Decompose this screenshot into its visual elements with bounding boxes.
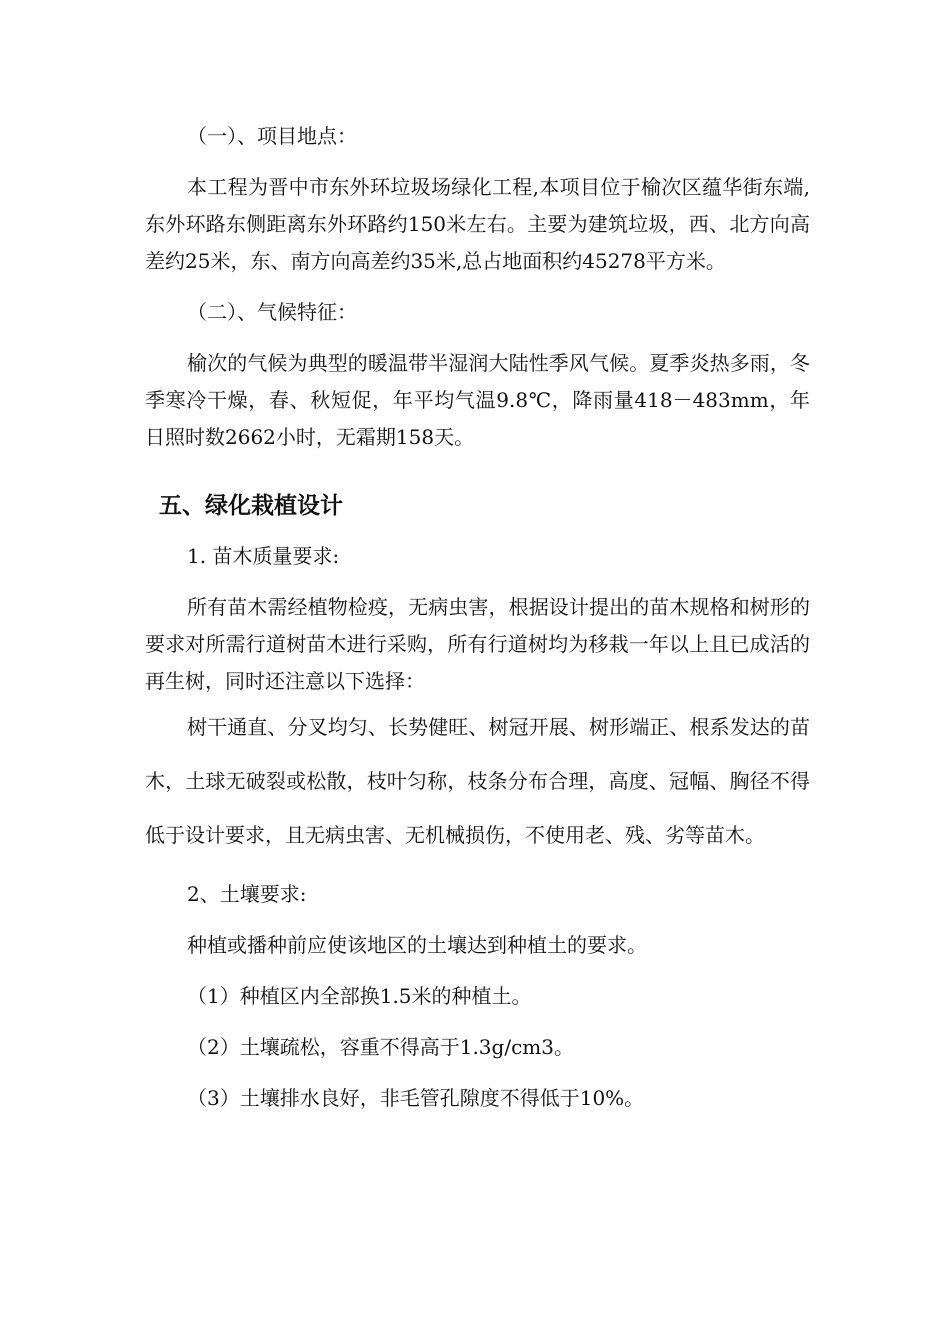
seedling-heading: 1. 苗木质量要求: [187, 544, 340, 568]
location-paragraph: 本工程为晋中市东外环垃圾场绿化工程,本项目位于榆次区蕴华街东端,东外环路东侧距离东外环路约150米左右。主要为建筑垃圾，西、北方向高差约25米，东、南方向高差约35米,总占地面积约45278平方米。 [145, 175, 810, 273]
soil-item-1: （1）种植区内全部换1.5米的种植土。 [187, 984, 532, 1008]
seedling-criteria: 树干通直、分叉均匀、长势健旺、树冠开展、树形端正、根系发达的苗木，土球无破裂或松散，枝叶匀称，枝条分布合理，高度、冠幅、胸径不得低于设计要求，且无病虫害、无机械损伤，不使用老、残、劣等苗木。 [145, 715, 810, 847]
chapter-title: 五、绿化栽植设计 [159, 493, 343, 519]
soil-intro: 种植或播种前应使该地区的土壤达到种植土的要求。 [187, 933, 647, 957]
soil-item-3: （3）土壤排水良好，非毛管孔隙度不得低于10%。 [187, 1086, 645, 1110]
document-body [145, 118, 810, 1117]
location-heading: （一）、项目地点： [187, 124, 357, 148]
soil-heading: 2、土壤要求: [187, 882, 307, 906]
seedling-paragraph: 所有苗木需经植物检疫，无病虫害，根据设计提出的苗木规格和树形的要求对所需行道树苗木进行采购，所有行道树均为移栽一年以上且已成活的再生树，同时还注意以下选择： [145, 595, 810, 693]
soil-item-2: （2）土壤疏松，容重不得高于1.3g/cm3。 [187, 1035, 574, 1059]
climate-heading: （二）、气候特征： [187, 300, 357, 324]
climate-paragraph: 榆次的气候为典型的暖温带半湿润大陆性季风气候。夏季炎热多雨，冬季寒冷干燥，春、秋短促，年平均气温9.8℃，降雨量418－483mm，年日照时数2662小时，无霜期158天。 [145, 351, 810, 449]
